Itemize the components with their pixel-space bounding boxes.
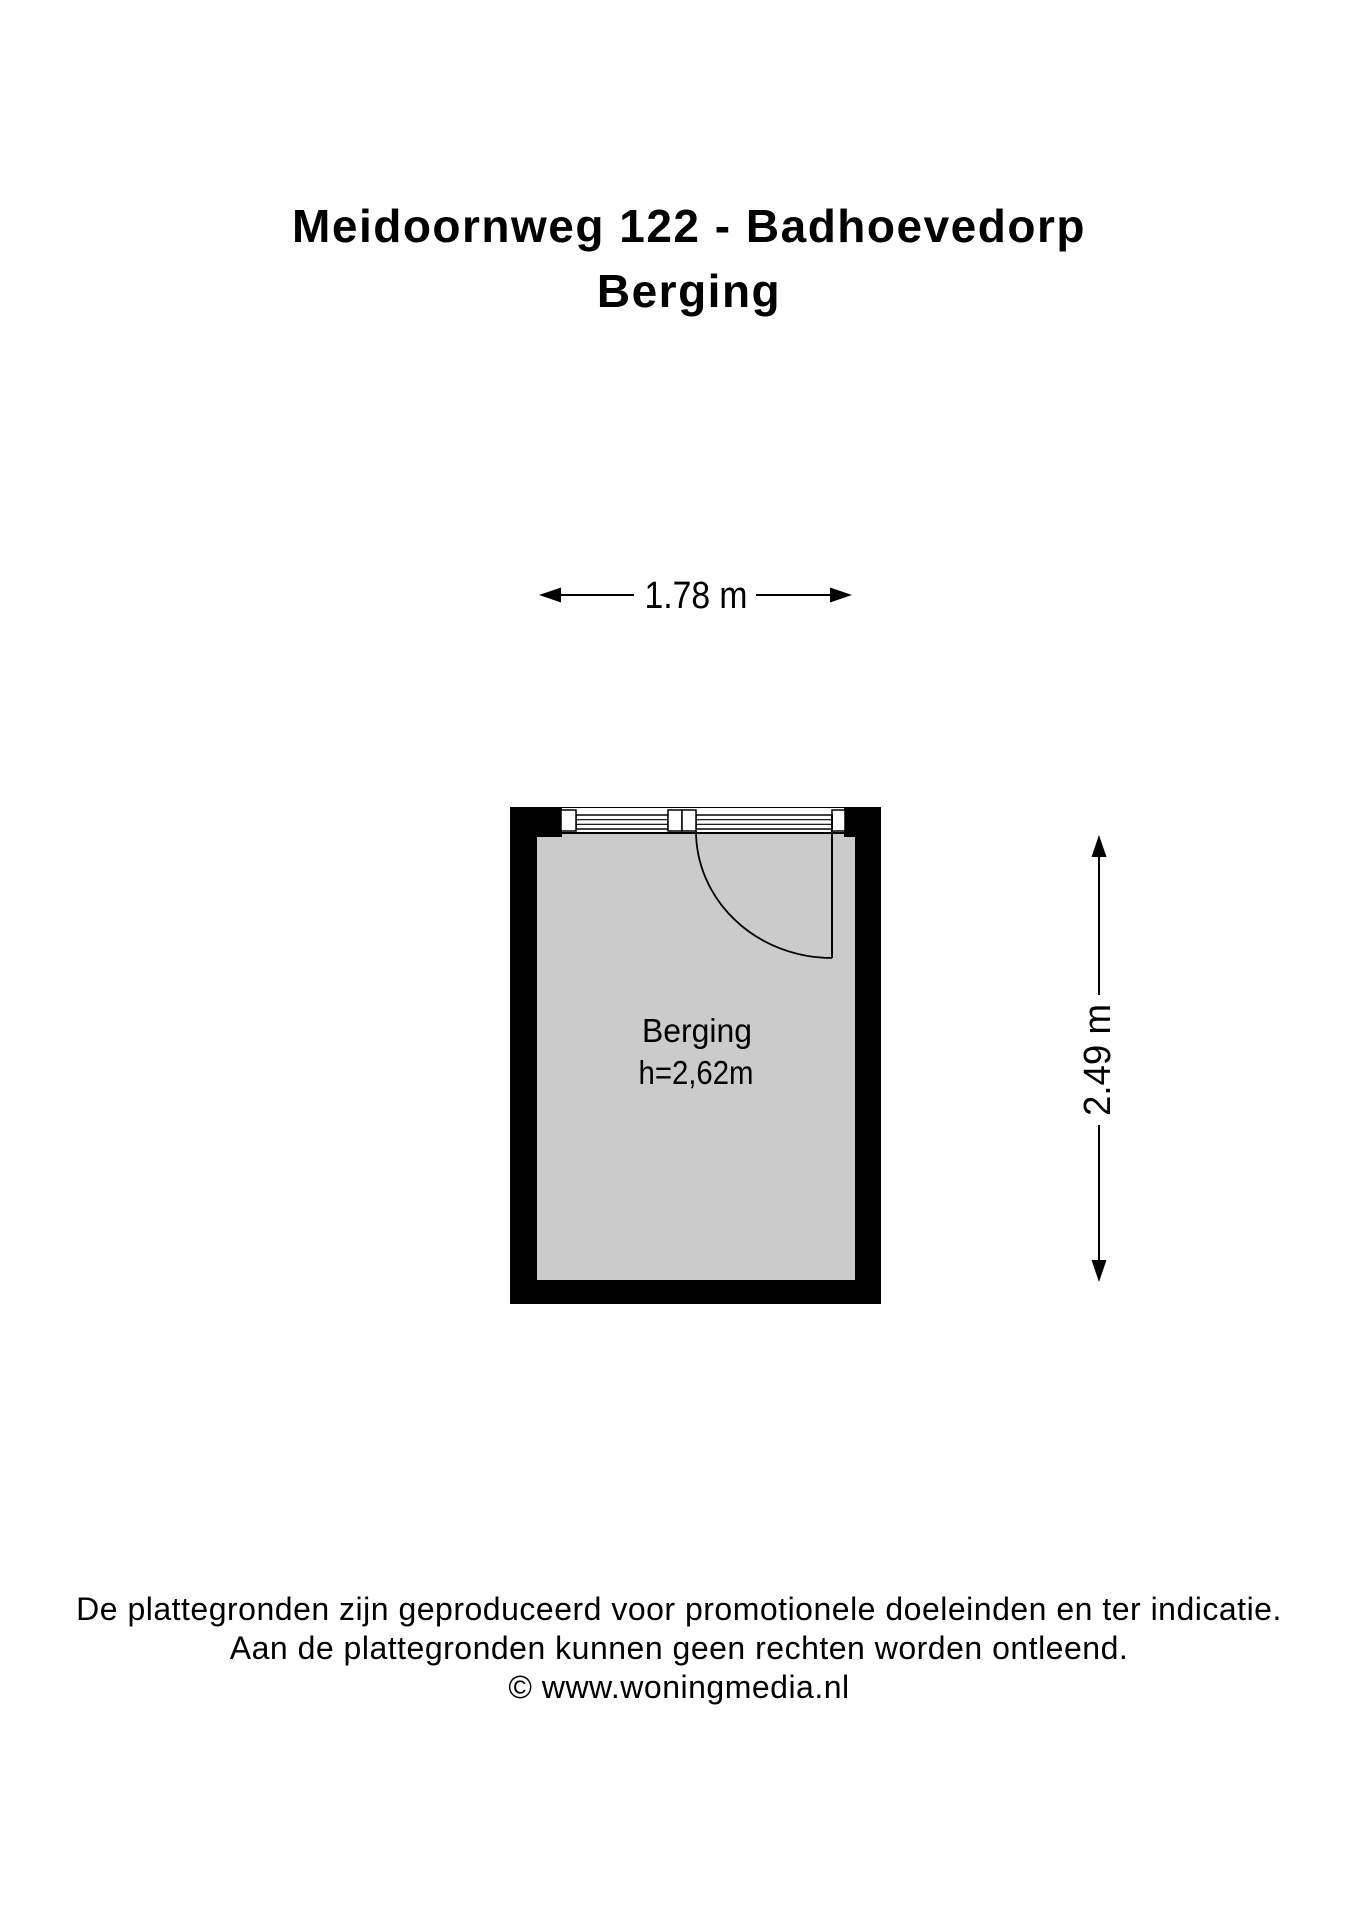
room-name-label: Berging bbox=[642, 1012, 752, 1049]
arrowhead-right-icon bbox=[830, 588, 852, 603]
title-room: Berging bbox=[596, 265, 782, 317]
height-dimension bbox=[1077, 835, 1119, 1282]
width-dimension-label: 1.78 m bbox=[644, 575, 748, 617]
disclaimer-line-2: Aan de plattegronden kunnen geen rechten worden ontleend. bbox=[229, 1630, 1129, 1666]
frame-post-left bbox=[561, 810, 576, 831]
arrowhead-left-icon bbox=[539, 588, 561, 603]
width-dimension bbox=[539, 575, 852, 617]
frame-post-right bbox=[832, 810, 845, 831]
wall-corner-top-left bbox=[510, 807, 562, 837]
title-address: Meidoornweg 122 - Badhoevedorp bbox=[292, 200, 1086, 252]
disclaimer-line-1: De plattegronden zijn geproduceerd voor promotionele doeleinden en ter indicatie. bbox=[76, 1591, 1282, 1627]
ceiling-height-label: h=2,62m bbox=[638, 1054, 754, 1091]
arrowhead-down-icon bbox=[1092, 1260, 1107, 1282]
height-dimension-label: 2.49 m bbox=[1077, 999, 1119, 1116]
window-right-icon bbox=[696, 815, 832, 829]
frame-post-mid-a bbox=[668, 810, 682, 831]
wall-corner-top-right bbox=[844, 807, 881, 837]
footer-disclaimer bbox=[0, 1590, 1358, 1707]
frame-post-mid-b bbox=[682, 810, 696, 831]
arrowhead-up-icon bbox=[1092, 835, 1107, 857]
window-left-icon bbox=[576, 815, 668, 829]
copyright-line: © www.woningmedia.nl bbox=[508, 1669, 850, 1705]
room-berging bbox=[510, 807, 881, 1304]
